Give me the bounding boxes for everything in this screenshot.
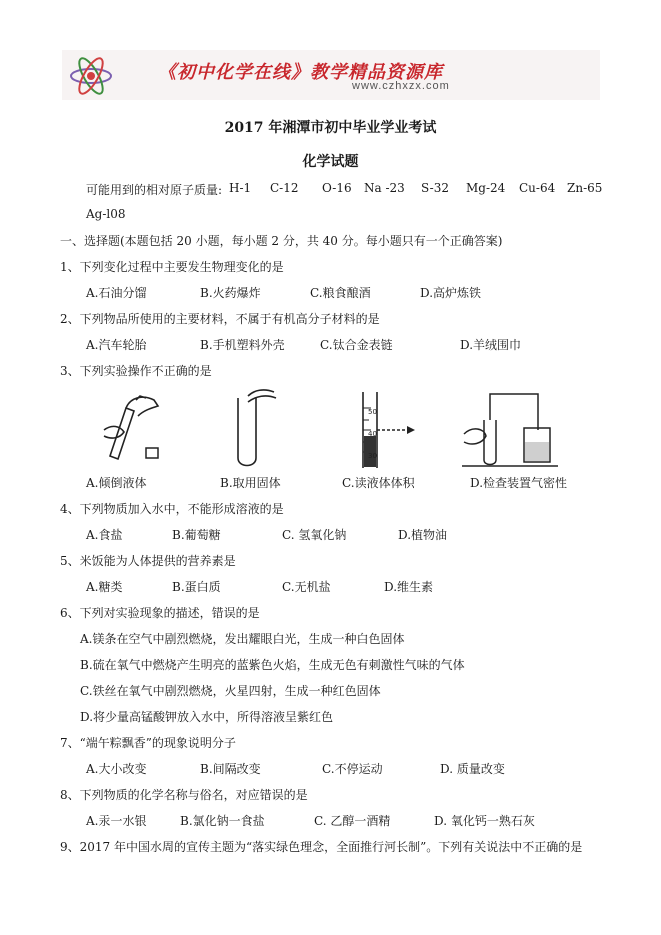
option-c: C. 乙醇一酒精 — [314, 814, 391, 828]
option-a: A.镁条在空气中剧烈燃烧，发出耀眼白光，生成一种白色固体 — [80, 632, 405, 646]
option-d: D.植物油 — [398, 528, 448, 542]
subject-title: 化学试题 — [302, 154, 359, 170]
question-stem: 8、下列物质的化学名称与俗名，对应错误的是 — [60, 788, 308, 802]
taking-solid-figure — [228, 384, 280, 472]
atomic-mass-ag: Ag-l08 — [86, 207, 126, 221]
option-a: A.倾倒液体 — [86, 476, 147, 490]
option-c: C.粮食酿酒 — [310, 286, 371, 300]
atomic-mass-zn: Zn-65 — [567, 181, 603, 195]
pouring-liquid-figure — [96, 386, 168, 468]
option-a: A.大小改变 — [86, 762, 147, 776]
option-a: A.汞一水银 — [86, 814, 147, 828]
question-stem: 4、下列物质加入水中，不能形成溶液的是 — [60, 502, 284, 516]
atomic-mass-cu: Cu-64 — [519, 181, 556, 195]
option-b: B.手机塑料外壳 — [200, 338, 285, 352]
question-stem: 6、下列对实验现象的描述，错误的是 — [60, 606, 260, 620]
section-header: 一、选择题(本题包括 20 小题，每小题 2 分，共 40 分。每小题只有一个正确答案) — [60, 234, 503, 248]
atomic-mass-label: 可能用到的相对原子质量: — [86, 183, 223, 197]
question-stem: 5、米饭能为人体提供的营养素是 — [60, 554, 236, 568]
option-a: A.食盐 — [86, 528, 123, 542]
option-b: B.葡萄糖 — [172, 528, 221, 542]
exam-title: 2017 年湘潭市初中毕业学业考试 — [224, 120, 437, 136]
option-b: B.蛋白质 — [172, 580, 221, 594]
question-stem: 1、下列变化过程中主要发生物理变化的是 — [60, 260, 284, 274]
option-b: B.硫在氧气中燃烧产生明亮的蓝紫色火焰，生成无色有刺激性气味的气体 — [80, 658, 465, 672]
option-b: B.间隔改变 — [200, 762, 261, 776]
atomic-mass-h: H-1 — [229, 181, 252, 195]
scale-tick-50: 50 — [368, 408, 377, 416]
option-d: D. 质量改变 — [440, 762, 505, 776]
atomic-mass-mg: Mg-24 — [466, 181, 506, 195]
option-c: C.钛合金表链 — [320, 338, 393, 352]
banner-url[interactable]: www.czhxzx.com — [352, 80, 450, 92]
atomic-mass-o: O-16 — [322, 181, 352, 195]
option-d: D.维生素 — [384, 580, 434, 594]
option-a: A.糖类 — [86, 580, 123, 594]
atomic-mass-c: C-12 — [270, 181, 299, 195]
option-b: B.氯化钠一食盐 — [180, 814, 265, 828]
option-b: B.取用固体 — [220, 476, 281, 490]
option-a: A.汽车轮胎 — [86, 338, 147, 352]
reading-volume-figure — [355, 390, 417, 470]
option-c: C.无机盐 — [282, 580, 331, 594]
option-d: D.高炉炼铁 — [420, 286, 482, 300]
question-stem: 2、下列物品所使用的主要材料，不属于有机高分子材料的是 — [60, 312, 380, 326]
option-c: C. 氢氧化钠 — [282, 528, 347, 542]
atomic-mass-na: Na -23 — [364, 181, 405, 195]
option-c: C.读液体体积 — [342, 476, 415, 490]
option-d: D.检查装置气密性 — [470, 476, 568, 490]
option-d: D.将少量高锰酸钾放入水中，所得溶液呈紫红色 — [80, 710, 334, 724]
airtightness-check-figure — [462, 390, 558, 470]
atomic-mass-s: S-32 — [421, 181, 449, 195]
scale-tick-40: 40 — [368, 430, 377, 438]
option-d: D. 氧化钙一熟石灰 — [434, 814, 535, 828]
option-c: C.不停运动 — [322, 762, 383, 776]
option-a: A.石油分馏 — [86, 286, 147, 300]
cylinder-scale — [368, 404, 382, 460]
atom-logo-icon — [66, 54, 116, 98]
question-stem: 3、下列实验操作不正确的是 — [60, 364, 212, 378]
option-b: B.火药爆炸 — [200, 286, 261, 300]
question-stem: 9、2017 年中国水周的宣传主题为“落实绿色理念，全面推行河长制”。下列有关说法中不正确的是 — [60, 840, 583, 854]
option-c: C.铁丝在氧气中剧烈燃烧，火星四射，生成一种红色固体 — [80, 684, 381, 698]
question-stem: 7、“端午粽飘香”的现象说明分子 — [60, 736, 236, 750]
option-d: D.羊绒围巾 — [460, 338, 522, 352]
scale-tick-30: 30 — [368, 452, 377, 460]
banner-title: 《初中化学在线》教学精品资源库 — [158, 62, 443, 83]
